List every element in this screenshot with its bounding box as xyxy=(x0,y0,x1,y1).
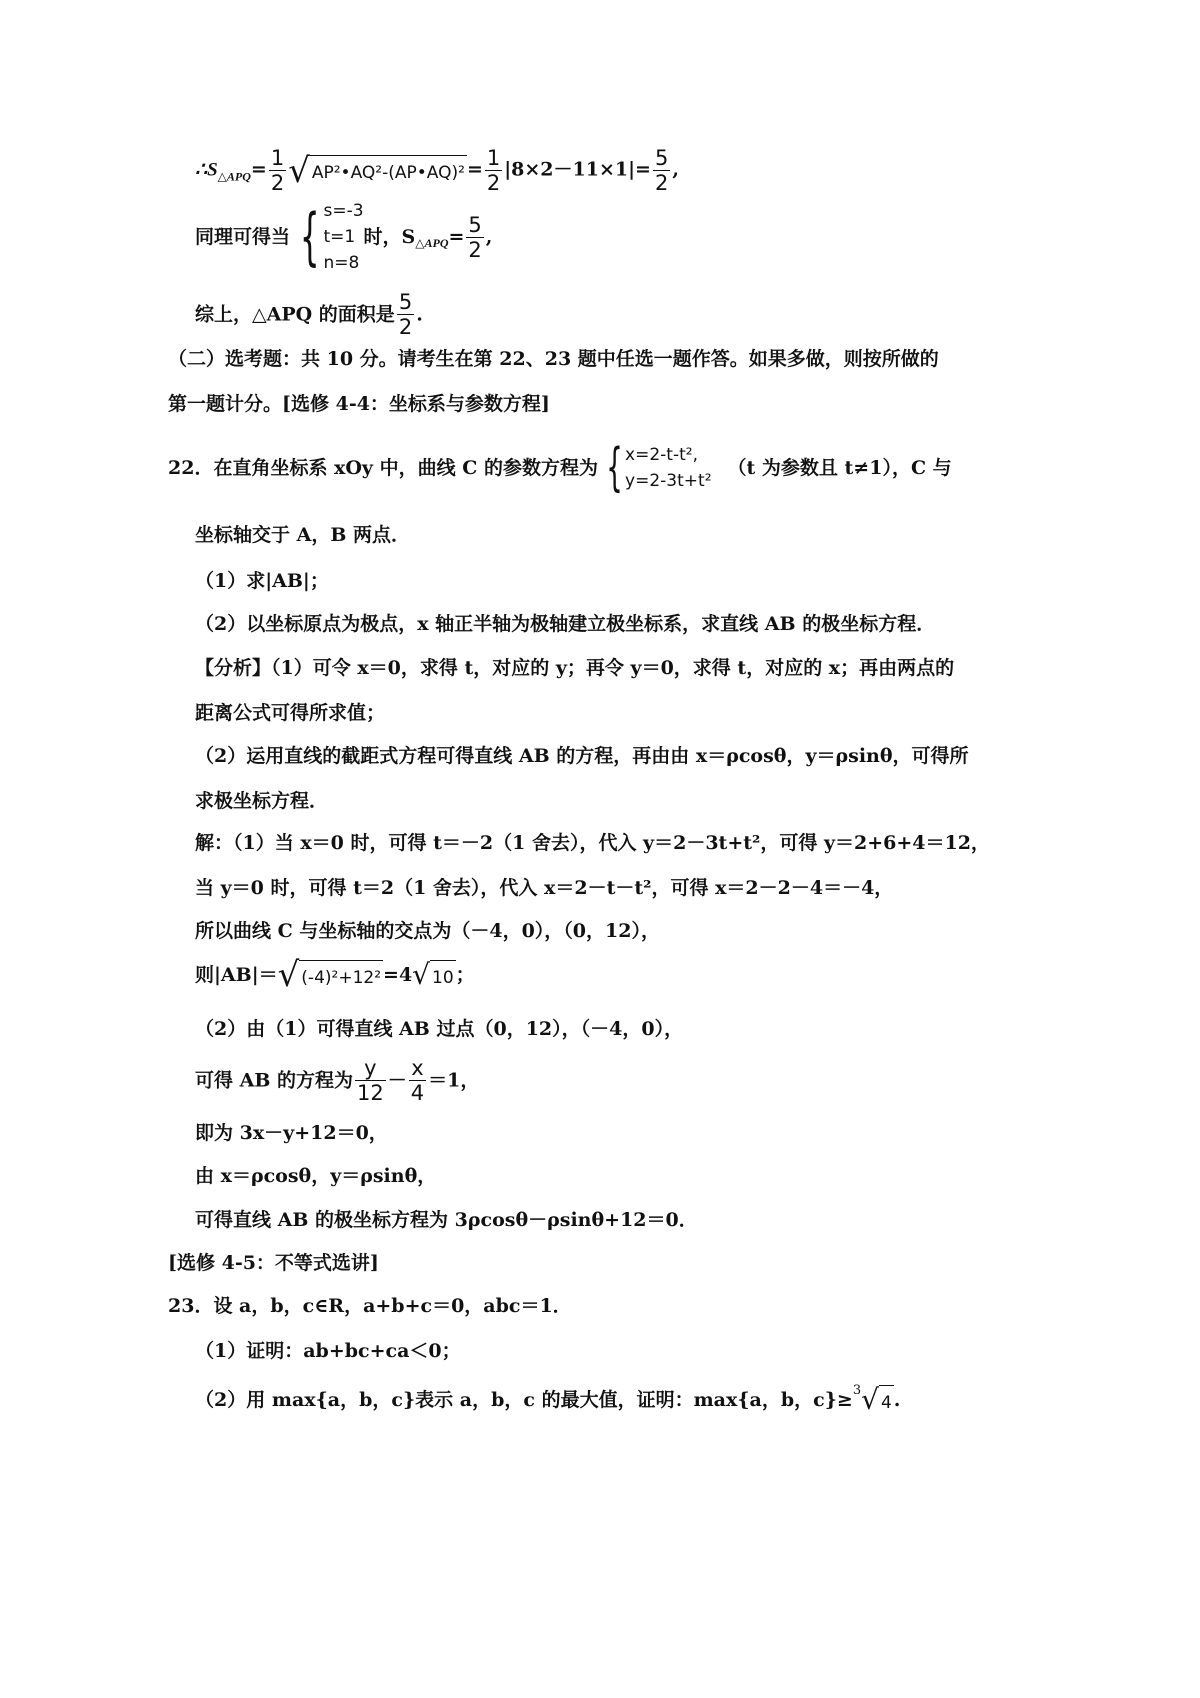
q22-part2: （2）以坐标原点为极点，x 轴正半轴为极轴建立极坐标系，求直线 AB 的极坐标方程． xyxy=(195,613,936,635)
solution-line8: 由 x＝ρcosθ，y＝ρsinθ， xyxy=(195,1165,437,1187)
param-eq-y: y=2-3t+t² xyxy=(625,471,712,491)
q22-part1: （1）求|AB|； xyxy=(195,570,329,592)
q23-part1: （1）证明：ab+bc+ca＜0； xyxy=(195,1340,461,1362)
x-num: x xyxy=(409,1056,426,1081)
solution-line6 xyxy=(195,1056,479,1105)
equals-2: = xyxy=(466,158,483,181)
q23-stem: 23．设 a，b，c∈R，a+b+c＝0，abc＝1． xyxy=(168,1295,572,1317)
analysis-line3: （2）运用直线的截距式方程可得直线 AB 的方程，再由由 x＝ρcosθ，y＝ρsinθ，可得所 xyxy=(195,745,969,767)
similar-case-line xyxy=(195,198,492,276)
q22-stem-b: （t 为参数且 t≠1），C 与 xyxy=(727,457,952,479)
sqrt-ten xyxy=(412,958,455,992)
result-fraction xyxy=(653,146,670,195)
q22-stem-c: 坐标轴交于 A，B 两点． xyxy=(195,524,411,546)
case-brace xyxy=(290,198,364,276)
ab-sqrt xyxy=(277,955,383,995)
case-n: n=8 xyxy=(323,253,360,273)
brace-items xyxy=(323,198,363,276)
cube-root xyxy=(853,1383,894,1417)
summary-den: 2 xyxy=(398,315,413,339)
summary-line xyxy=(195,290,423,339)
similar-eq: = xyxy=(448,226,465,248)
y-over-12 xyxy=(355,1056,386,1105)
sqrt-ten-radical: √ xyxy=(412,958,431,991)
q22-stem-a: 22．在直角坐标系 xOy 中，曲线 C 的参数方程为 xyxy=(168,457,598,479)
result-den: 2 xyxy=(654,171,669,195)
half-den-2: 2 xyxy=(486,171,501,195)
section2-line1: （二）选考题：共 10 分。请考生在第 22、23 题中任选一题作答。如果多做，则按所做的 xyxy=(168,348,939,370)
solution-line7: 即为 3x－y+12＝0， xyxy=(195,1122,388,1144)
ab-sqrt-content: (-4)²+12² xyxy=(299,960,383,991)
param-brace-symbol: { xyxy=(606,438,623,498)
radical-sign: √ xyxy=(288,150,310,191)
ab-tail: ； xyxy=(455,964,475,986)
q23-part2 xyxy=(195,1383,900,1417)
x-over-4 xyxy=(409,1056,426,1105)
sqrt-ten-content: 10 xyxy=(430,960,456,991)
brace-symbol: { xyxy=(299,200,320,273)
section2-line2: 第一题计分。[选修 4-4：坐标系与参数方程] xyxy=(168,393,550,415)
similar-mid: 时，S xyxy=(363,226,416,248)
area-symbol: ∴S xyxy=(195,159,218,181)
half-num-2: 1 xyxy=(486,146,501,170)
similar-tail: , xyxy=(485,226,493,248)
cube-root-index: 3 xyxy=(852,1382,862,1398)
param-brace xyxy=(598,438,712,498)
sqrt-expression xyxy=(288,150,467,191)
comma: , xyxy=(672,158,679,181)
case-s: s=-3 xyxy=(323,201,364,221)
half-fraction-2 xyxy=(485,146,502,195)
q22-stem-line xyxy=(168,438,952,498)
y-num: y xyxy=(355,1056,386,1081)
result-num: 5 xyxy=(654,146,669,170)
similar-prefix: 同理可得当 xyxy=(195,226,291,248)
ab-mid: =4 xyxy=(383,964,413,986)
summary-tail: . xyxy=(416,303,423,326)
analysis-line2: 距离公式可得所求值； xyxy=(195,702,386,724)
similar-den: 2 xyxy=(468,237,482,262)
param-eq-x: x=2-t-t², xyxy=(625,445,698,465)
similar-num: 5 xyxy=(468,212,482,237)
ab-radical: √ xyxy=(277,955,300,995)
minus: － xyxy=(387,1069,407,1092)
solution-line9: 可得直线 AB 的极坐标方程为 3ρcosθ－ρsinθ+12＝0． xyxy=(195,1209,698,1231)
solution-line5: （2）由（1）可得直线 AB 过点（0，12），（－4，0）， xyxy=(195,1018,684,1040)
equals: = xyxy=(250,158,267,181)
similar-sub: △APQ xyxy=(415,235,449,250)
area-formula-line xyxy=(195,146,679,195)
q23-part2-tail: . xyxy=(893,1389,901,1411)
ab-prefix: 则|AB|＝ xyxy=(195,964,278,986)
half-num: 1 xyxy=(270,146,285,170)
cube-root-radical: √ xyxy=(861,1383,879,1416)
solution-line4 xyxy=(195,955,475,995)
summary-fraction xyxy=(397,290,414,339)
half-den: 2 xyxy=(270,171,285,195)
abs-expression: |8×2－11×1|= xyxy=(504,158,651,181)
line-eq-tail: ＝1， xyxy=(428,1069,480,1092)
cube-root-content: 4 xyxy=(879,1385,894,1416)
analysis-line1: 【分析】（1）可令 x＝0，求得 t，对应的 y；再令 y＝0，求得 t，对应的 x；再由两点的 xyxy=(195,657,955,679)
q23-part2-prefix: （2）用 max{a，b，c}表示 a，b，c 的最大值，证明：max{a，b，c}≥ xyxy=(195,1389,853,1411)
area-subscript: △APQ xyxy=(217,169,251,184)
summary-num: 5 xyxy=(398,290,413,314)
line-eq-prefix: 可得 AB 的方程为 xyxy=(195,1069,354,1092)
solution-line2: 当 y＝0 时，可得 t＝2（1 舍去），代入 x＝2－t－t²，可得 x＝2－2－4＝－4， xyxy=(195,877,894,899)
twelve-den: 12 xyxy=(357,1081,384,1105)
similar-fraction xyxy=(466,213,483,262)
solution-line1: 解：（1）当 x＝0 时，可得 t＝－2（1 舍去），代入 y＝2－3t+t²，可得 y＝2+6+4＝12， xyxy=(195,832,990,854)
case-t: t=1 xyxy=(323,227,356,247)
param-items xyxy=(625,442,711,494)
section3-heading: [选修 4-5：不等式选讲] xyxy=(168,1252,379,1274)
four-den: 4 xyxy=(410,1081,425,1105)
half-fraction xyxy=(269,146,286,195)
solution-line3: 所以曲线 C 与坐标轴的交点为（－4，0），（0，12）， xyxy=(195,920,660,942)
analysis-line4: 求极坐标方程． xyxy=(195,790,329,812)
summary-prefix: 综上，△APQ 的面积是 xyxy=(195,303,395,326)
sqrt-content: AP²•AQ²-(AP•AQ)² xyxy=(310,155,467,186)
